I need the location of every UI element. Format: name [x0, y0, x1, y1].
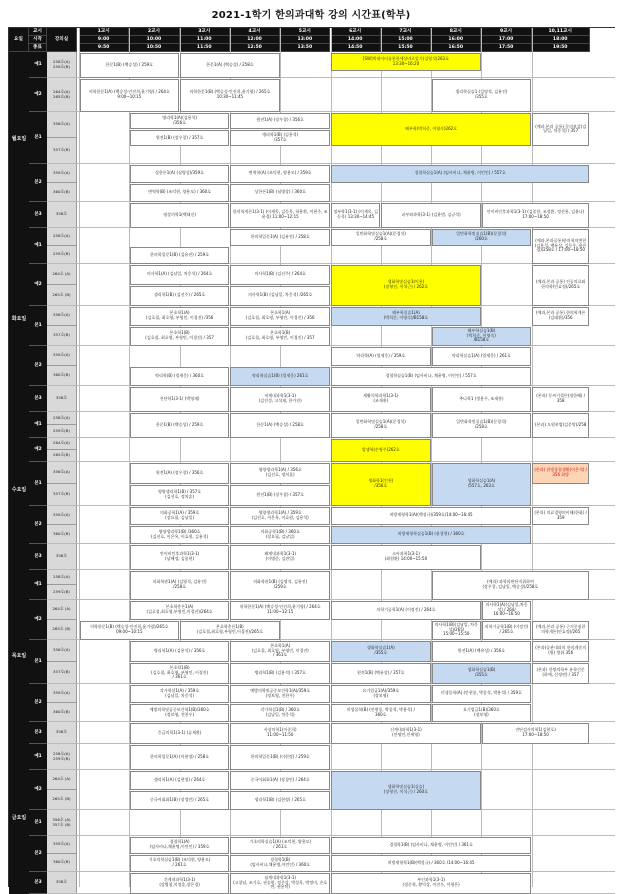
period-end-time: 14:50: [331, 44, 381, 52]
course-cell[interactable]: 약리학(A) (엄재웅) / 359호: [331, 347, 431, 366]
period-start-time: 16:00: [431, 36, 481, 44]
room-label: 358호: [47, 202, 77, 228]
course-cell[interactable]: 안이비인후과학1(3-1) (김종한, 조성환, 정선용, 김윤나) 17:00~18:50: [482, 203, 589, 228]
course-cell[interactable]: 영양생리학1(B) / 357호 (김선호, 정치훈): [130, 485, 230, 506]
course-cell[interactable]: 생화학실습1(A) /557호, 263호: [432, 463, 532, 506]
room-label: 360호(B): [47, 703, 77, 722]
course-cell[interactable]: 미생물학(B) (안현종, 박종석, 박용석) / 360호: [331, 704, 431, 722]
course-cell[interactable]: 한의학개론1(3-1) (이재욱, 김동욱, 하용환, 이현주, 조윤경) 11:00~12:15: [230, 203, 330, 228]
block-label: 본1: [29, 306, 47, 346]
room-label: 258호(A): [47, 412, 77, 425]
course-cell[interactable]: (본과)공관내과의 한의계준의 (원) 방위 356: [532, 641, 589, 662]
course-cell[interactable]: 응급의학1(3-1) (류재환): [130, 723, 230, 744]
course-cell[interactable]: 본초학1(B) (김호철, 최호영, 부영민, 이경진) / 357: [130, 327, 230, 346]
course-cell[interactable]: 경혈학1(B) (임사비나,채윤병,이언인) / 360호: [230, 855, 330, 872]
course-cell[interactable]: 일반화학및실습1(B)(문경석) /258호: [432, 413, 532, 438]
course-cell[interactable]: 기초의학실습1(B) (조덕현, 양용모) / 261호: [130, 855, 230, 872]
room-label: 357호(B): [47, 662, 77, 684]
course-cell[interactable]: 의사학1(A)(김남일,차웅석) / 264/ 16:00~16:50: [482, 601, 531, 620]
course-cell[interactable]: 본초학총론1(A) (김호철,최호영,부영민,이경진)/264호: [130, 601, 230, 620]
room-label: 259호(B): [47, 246, 77, 264]
course-cell[interactable]: 처방제형학실습1(B) (윤창현) / 360호: [331, 526, 531, 544]
course-cell[interactable]: 간계내과학1(3-1) (강병철,이정훈,장은경): [130, 873, 230, 894]
course-cell[interactable]: 본초학총론1(B) (김호철,최호영,부영민,이경진)/265호: [180, 621, 280, 640]
course-cell[interactable]: (예과,본과 공통) 근거중심한의학개론(안효정)/265: [532, 621, 589, 640]
period-start-time: 9:00: [79, 36, 129, 44]
course-cell[interactable]: 발생학(손영주)262호: [331, 439, 431, 462]
course-cell[interactable]: 의화공학1(A) / 359호 (장요필, 김남일): [130, 507, 230, 525]
day-label: 수요일: [9, 412, 29, 570]
block-label: 본2: [29, 506, 47, 544]
room-label: 356호(A): [47, 306, 77, 326]
course-cell[interactable]: (예과,본과공통)한의학의변천(김용석, 백유상, 김동우, 윤은경)/258호 / 17:00~18:50: [532, 229, 589, 264]
course-cell[interactable]: 한문1(A) (백승성) / 258호: [180, 53, 280, 78]
block-label: 본3: [29, 872, 47, 894]
course-cell[interactable]: 의학한문1(B) (백승성·안진희,윤기령) / 265호 10:30~11:45: [180, 79, 280, 112]
course-cell[interactable]: 본초학1(A) (김호철, 최호영, 부영민, 이경진) /356: [130, 307, 230, 326]
period-label: 6교시: [331, 28, 381, 36]
course-cell[interactable]: 한문1(B) (백승성) / 259호: [130, 413, 230, 438]
course-cell[interactable]: 의화공학1(B) / 360호 (장요필, 김남일): [230, 526, 330, 544]
timetable-grid: [8, 27, 615, 890]
room-label: 360호(B): [47, 366, 77, 386]
block-label: 본1: [29, 112, 47, 164]
course-cell[interactable]: 영양생리학1(A) / 356호 (김선호, 정치훈): [230, 463, 330, 484]
course-cell[interactable]: 일반화학및실습1(A)(문경석) /258호: [331, 413, 431, 438]
room-label: 360호(B): [47, 525, 77, 544]
course-cell[interactable]: 생리학1(B) (김현정) / 265호: [230, 791, 330, 810]
course-cell[interactable]: 병리학1(B) (김용석) / 357호: [230, 663, 330, 684]
day-label: 목요일: [9, 570, 29, 744]
course-cell[interactable]: 기초의학실습1(A) (조덕현, 양용모) / 261호: [230, 837, 330, 854]
block-label: 예2: [29, 438, 47, 462]
course-cell[interactable]: 본초학1(B) (김호철, 최호영, 부영민, 이경진) / 361호: [130, 663, 230, 684]
course-cell[interactable]: 신계내과학1(3-1) (안영민,안세영): [331, 723, 481, 744]
course-cell[interactable]: 비계내과학1(3-1) (김진성, 고석재, 한가진): [230, 387, 330, 412]
course-cell[interactable]: 본초학1(B) (김호철, 최호영, 부영민, 이경진) / 357: [230, 327, 330, 346]
course-cell[interactable]: 원전1(B) (장우창) / 357호: [230, 485, 330, 506]
block-label: 본3: [29, 202, 47, 228]
room-label: 359호(A): [47, 684, 77, 703]
course-cell[interactable]: 소아과학1(3-1) (최원환) 14:00~15:50: [331, 545, 481, 570]
period-gridline: [431, 28, 432, 887]
period-start-time: 15:00: [381, 36, 431, 44]
block-label: 예2: [29, 770, 47, 810]
course-cell[interactable]: (본과) 의료경영의이해(한화) / 359: [532, 507, 589, 525]
block-label: 본1: [29, 462, 47, 506]
course-cell[interactable]: 중국어회화1(A) (장경민) / 264호: [230, 771, 330, 790]
block-label: 예1: [29, 52, 47, 78]
course-cell[interactable]: 요기업급1(A)/359호 (장보영): [331, 685, 431, 703]
course-cell[interactable]: 의사학1(B)(김남일, 차웅석)/265/ 15:00~15:50: [432, 621, 481, 640]
course-cell[interactable]: 약리학실습1(B) (엄재웅) 261호: [230, 367, 330, 386]
course-cell[interactable]: 의사학1(A) (김남일, 차웅석) / 264호: [130, 265, 230, 285]
course-cell[interactable]: 피부외과학(3-1) (김윤범, 김규석): [381, 203, 481, 228]
room-label: 265호 (B): [47, 790, 77, 810]
period-end-time: 9:50: [79, 44, 129, 52]
course-cell[interactable]: 면역학(A) (조덕현, 양용모) / 359호: [230, 165, 330, 183]
course-cell[interactable]: 영양생리학1(B) /360호 (김선호, 이은옥, 이효원, 김용석): [130, 526, 230, 544]
course-cell[interactable]: 처방제형학1(B)(백성규) / 360호 /14:00~16:45: [331, 855, 531, 872]
course-cell[interactable]: 한문1(A) (백승성) / 258호: [230, 413, 330, 438]
day-label: 금요일: [9, 744, 29, 894]
room-label: 358호: [47, 722, 77, 744]
room-label: 356호(A): [47, 112, 77, 138]
course-cell[interactable]: 폐계내과학1(3-1) (이병준, 김관일): [230, 545, 330, 570]
period-start-time: 11:00: [180, 36, 230, 44]
period-end-time: 10:50: [129, 44, 179, 52]
course-cell[interactable]: 약리학(B) (엄재웅) / 360호: [130, 367, 230, 386]
day-label: 월요일: [9, 52, 29, 228]
course-cell[interactable]: 경혈학1(B) (임사비나, 채윤병, 이언인) / 361호: [331, 837, 531, 854]
room-label: 265호 (B): [47, 620, 77, 640]
course-cell[interactable]: 한의학입문1(A) (김유진) / 258호: [230, 229, 330, 246]
room-label: 356호(A): [47, 462, 77, 484]
period-end-time: 17:50: [481, 44, 531, 52]
course-cell[interactable]: 사상의학1(이준희) 11:00~11:50: [230, 723, 330, 744]
room-label: 356호(A): [47, 640, 77, 662]
course-cell[interactable]: 의사학1(B) (김남일, 차웅석) /265호: [230, 286, 330, 306]
room-label: 357호(B): [47, 484, 77, 506]
room-label: 264호 (A): [47, 264, 77, 285]
room-label: 356호 (A) 357호 (B): [47, 810, 77, 836]
room-label: 359호(A): [47, 836, 77, 854]
block-label: 예1: [29, 228, 47, 264]
course-cell[interactable]: 병리학1(A) (김용석) / 356호: [130, 641, 230, 662]
block-label: 예1: [29, 412, 47, 438]
period-start-time: 10:00: [129, 36, 179, 44]
room-label: 264호 (A): [47, 770, 77, 790]
period-label: 9교시: [481, 28, 531, 36]
course-cell[interactable]: 한의학입문1(B) (이현정) / 259호: [230, 745, 330, 770]
course-cell[interactable]: 병리학1(A)(김용석) /356호: [130, 113, 230, 129]
course-cell[interactable]: 일반화학및실습1(A)(문경석) /258호: [331, 229, 431, 246]
header-row-label: 시작: [29, 36, 47, 44]
course-cell[interactable]: 미생물학(A) (안현종, 박종석, 박용석) / 359호: [432, 685, 532, 703]
course-cell[interactable]: (본과) 한방의학부 유학신문(하예, 신정연) / 357: [532, 663, 589, 684]
course-cell[interactable]: 정부학1(3-1) (이재욱, 김동욱) 13:30~14:45: [331, 203, 380, 228]
period-label: 8교시: [431, 28, 481, 36]
period-start-time: 18:00: [532, 36, 590, 44]
block-label: 예2: [29, 600, 47, 640]
course-cell[interactable]: 약리학실습1(A) (엄재웅) / 261호: [432, 347, 532, 366]
course-cell[interactable]: 한의학입문1(A) (이현정) / 258호: [130, 745, 230, 770]
room-label: 259호(B): [47, 425, 77, 438]
block-label: 본1: [29, 640, 47, 684]
course-cell[interactable]: 해부학실습1(A) (박희준, 이영숙)/B158호: [331, 307, 481, 326]
block-label: 본2: [29, 164, 47, 202]
course-cell[interactable]: 진단학1(3-1) (박영재): [130, 387, 230, 412]
course-cell[interactable]: 경혈학실습1(A) (임사비나, 채윤병, 이언인) / 557호: [331, 165, 589, 183]
room-label: 264호 (A): [47, 600, 77, 620]
course-cell[interactable]: (본과) 도원보법(김문탁)/258: [532, 413, 589, 438]
course-cell[interactable]: 원전1(A) (백유상) / 356호: [432, 641, 532, 662]
room-label: 258호(A) 259호(B): [47, 744, 77, 770]
course-cell[interactable]: 상한론1(A) (심병상)/359호: [130, 165, 230, 183]
course-cell[interactable]: 해부학실습1(B) (박희준, 이영숙) /B158호: [432, 327, 532, 346]
course-cell[interactable]: 의화학관1(B) (김영석, 김유진) /259호: [230, 571, 330, 600]
room-label: 359호(A): [47, 346, 77, 366]
course-cell[interactable]: (본과) 동씨기혈론(정한혜) / 358: [532, 387, 589, 412]
course-cell[interactable]: 일반화학및실습1(B)(문경석) /260호: [432, 229, 532, 246]
block-label: 본2: [29, 684, 47, 722]
room-label: 264호(A): [47, 438, 77, 450]
course-cell[interactable]: 생화학1(인천) /356호: [331, 463, 431, 506]
day-column-header: 요일: [9, 28, 29, 52]
header-row-label: 교시: [29, 28, 47, 36]
room-label: 357호(B): [47, 326, 77, 346]
period-gridline: [79, 28, 80, 887]
course-cell[interactable]: 의화학관1(A) (김영석, 김유진) /258호: [130, 571, 230, 600]
course-cell[interactable]: (예과,본과 공통) 인공의료와한의학(안효정)/265호: [532, 265, 589, 306]
course-cell[interactable]: 처방제형학1(A)(백성규)/359호/14:00~16:45: [331, 507, 531, 525]
course-cell[interactable]: 진단검사의학1(김현호) 17:00~18:50: [482, 723, 589, 744]
room-label: 358호: [47, 872, 77, 894]
period-end-time: 16:50: [431, 44, 481, 52]
course-cell[interactable]: 생리학1(B) (김선주) / 265호: [130, 286, 230, 306]
room-label: 264호(A) 265호(B): [47, 78, 77, 112]
period-end-time: 12:50: [230, 44, 280, 52]
block-label: 본2: [29, 346, 47, 386]
course-cell[interactable]: 상한론1(B) (심병상) / 360호: [230, 184, 330, 202]
room-label: 358호: [47, 544, 77, 570]
period-label: 1교시: [79, 28, 129, 36]
day-label: 화요일: [9, 228, 29, 412]
period-end-time: 15:50: [381, 44, 431, 52]
header-row-label: 종료: [29, 44, 47, 52]
page-title: 2021-1학기 한의과대학 강의 시간표(학부): [211, 10, 411, 21]
room-label: 357호(B): [47, 138, 77, 164]
course-cell[interactable]: 부인과학1(3-1) (정준혁, 황덕상, 이진무, 이형은): [331, 873, 531, 894]
course-cell[interactable]: 생리학실습1 (김명석, 김유진) /355호: [432, 79, 532, 112]
course-cell[interactable]: 추나학1 (정용주, 조재흥): [432, 387, 532, 412]
course-cell[interactable]: 경혈학실습1(B) (임사비나, 채윤병, 이언인) / 557호: [331, 367, 531, 386]
course-cell[interactable]: 각가학설1(A) / 359호 (김남일, 차웅석): [130, 685, 230, 703]
period-start-time: 17:00: [481, 36, 531, 44]
period-gridline: [532, 28, 533, 887]
room-label: 265호 (B): [47, 285, 77, 306]
room-label: 360호(B): [47, 183, 77, 202]
course-cell[interactable]: 병리학1(B) (김용석) /357호: [230, 130, 330, 146]
course-cell[interactable]: 재활의학과학1(3-1) (조재흥): [331, 387, 431, 412]
block-label: 본3: [29, 386, 47, 412]
period-start-time: 12:00: [230, 36, 280, 44]
course-cell[interactable]: 생리학1(A) (김현정) / 264호: [130, 771, 230, 790]
course-cell[interactable]: 생화학실습1(B) /355호: [432, 663, 532, 684]
course-cell[interactable]: 한문1(B) (백승성) / 259호: [80, 53, 180, 78]
period-end-time: 11:50: [180, 44, 230, 52]
period-label: 5교시: [280, 28, 330, 36]
room-label: 358호: [47, 386, 77, 412]
room-label: 265호(B): [47, 450, 77, 462]
course-cell[interactable]: 본초학1(A) (김호철, 최호영, 부영민, 이경진) / 356: [230, 307, 330, 326]
course-cell[interactable]: (예과) 과학의판단지위하여 (장우창, 김남일, 백승성)/258호: [432, 571, 590, 600]
course-cell[interactable]: 각가학설1(B) / 360호 (김남일, 차웅석): [230, 704, 330, 722]
course-cell[interactable]: [SW]빅데이터를통한세상바로알기(김영석)263호 13:30~16:20: [331, 53, 481, 72]
course-cell[interactable]: 예방의학및공중보건학1(A)/359호 (정보영, 전찬우): [230, 685, 330, 703]
room-column-header: 강의실: [47, 28, 77, 52]
course-cell[interactable]: 생화학실습1(A) /355호: [331, 641, 431, 662]
course-cell[interactable]: 원전1(B) (장우창) / 357호: [130, 130, 230, 146]
course-cell[interactable]: 의학기공학1(B) (이정진) / 265호: [482, 621, 531, 640]
period-gridline: [481, 28, 482, 887]
course-cell[interactable]: (본과) 한방종합생활(이은석) / 356 화방: [532, 463, 589, 484]
course-cell[interactable]: 요기업급1(B)/360호 (장보영): [432, 704, 532, 722]
period-start-time: 14:00: [331, 36, 381, 44]
course-cell[interactable]: 경혈학1(A) (임사비나,채윤병,이언인) / 359호: [130, 837, 230, 854]
course-cell[interactable]: 한의학입문1(B) (김유진) / 259호: [130, 247, 230, 264]
room-label: 359호(A): [47, 164, 77, 183]
course-cell[interactable]: 안이비인후과학1(3-1) (남혜정, 김종현): [130, 545, 230, 570]
course-cell[interactable]: 의학한문1(A) (백승성·안진희,윤기령) / 264호 9:00~10:15: [80, 79, 180, 112]
room-label: 360호(B): [47, 854, 77, 872]
course-cell[interactable]: 중국어회화1(B) (장경민) / 265호: [130, 791, 230, 810]
period-end-time: 19:50: [532, 44, 590, 52]
course-cell[interactable]: 원전1(A) (장우창) / 356호: [130, 463, 230, 484]
course-cell[interactable]: 생화학및실습1(실습) (장형진, 이석근) / 260호: [331, 771, 481, 810]
room-label: 259호(B): [47, 585, 77, 600]
course-cell[interactable]: 본초학1(A) (김호철, 최호영, 부영민, 이경진) / 361호: [230, 641, 330, 662]
course-cell[interactable]: (예과,본과 공통) 동의보감(김남일, 차웅석) / 357: [532, 113, 589, 146]
course-cell[interactable]: 심계내과학1(3-1) (고창남, 조기호, 권승원, 정우상, 박성욱, 박정미, 손호연, 권용탁): [230, 873, 330, 894]
block-label: 예1: [29, 570, 47, 600]
course-cell[interactable]: 의학기공학1(A) (이정진) / 264호: [331, 601, 481, 620]
course-cell[interactable]: 해부학(박희준, 이영숙)262호: [331, 113, 531, 146]
room-label: 258호(A): [47, 228, 77, 246]
course-cell[interactable]: 영양생리학1(A) / 359호 (김선호, 이은옥, 이효원, 김용석): [230, 507, 330, 525]
course-cell[interactable]: 면역학(B) (조덕현, 양용모) / 360호: [130, 184, 230, 202]
course-cell[interactable]: 영상의학1(백태선): [130, 203, 230, 228]
block-label: 본3: [29, 722, 47, 744]
period-label: 3교시: [180, 28, 230, 36]
period-start-time: 13:00: [280, 36, 330, 44]
block-label: 본1: [29, 810, 47, 836]
block-label: 예2: [29, 78, 47, 112]
room-label: 359호(A): [47, 506, 77, 525]
period-end-time: 13:50: [280, 44, 330, 52]
room-label: 258호(A) 259호(B): [47, 52, 77, 78]
course-cell[interactable]: 의사학1(B) (김선주) / 264호: [230, 265, 330, 285]
block-label: 예1: [29, 744, 47, 770]
course-cell[interactable]: 생화학및실습1(이용) (장형진, 이석근) / 262호: [331, 265, 481, 306]
period-label: 4교시: [230, 28, 280, 36]
course-cell[interactable]: (예과,본과 공통) 한의학개론(김태환)/356: [532, 307, 589, 326]
block-label: 예2: [29, 264, 47, 306]
course-cell[interactable]: 의학한문1(A) (백승성·안진희,윤기령) / 264호 11:00~12:15: [230, 601, 330, 620]
course-cell[interactable]: 원전1(A) (장우창) / 356호: [230, 113, 330, 129]
period-label: 10,11교시: [532, 28, 590, 36]
block-label: 본2: [29, 836, 47, 872]
course-cell[interactable]: 원전1(B) (백유상) / 357호: [331, 663, 431, 684]
course-cell[interactable]: 의학한문1(B) (백승성·안진희,윤기령)/265호 09:00~10:15: [80, 621, 180, 640]
period-label: 2교시: [129, 28, 179, 36]
room-label: 258호(A): [47, 570, 77, 585]
course-cell[interactable]: 예방의학및공중보건학1(B)/360호 (정보영, 전찬우): [130, 704, 230, 722]
block-label: 본3: [29, 544, 47, 570]
period-label: 7교시: [381, 28, 431, 36]
